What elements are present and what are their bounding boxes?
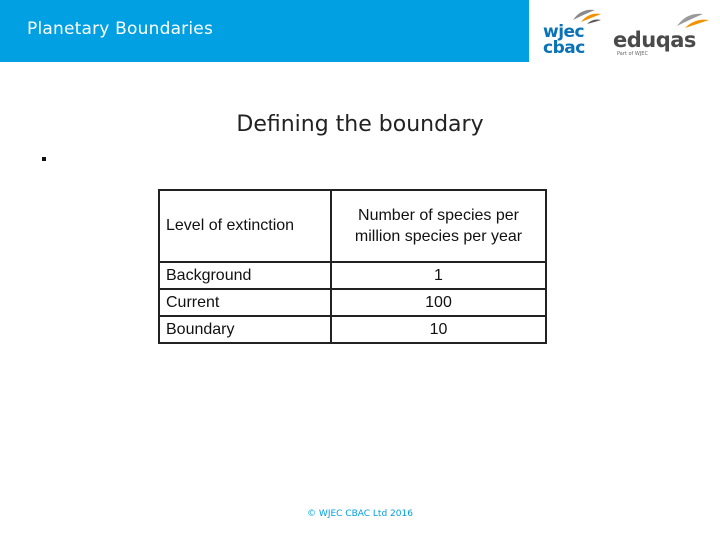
table-row (159, 262, 546, 289)
footer-copyright: © WJEC CBAC Ltd 2016 (307, 509, 413, 519)
cell-value: 100 (331, 289, 546, 316)
column-header-level: Level of extinction (159, 190, 331, 262)
slide-title-text: Defining the boundary (236, 112, 484, 137)
header-title: Planetary Boundaries (27, 19, 214, 39)
column-header-rate: Number of species per million species per year (331, 190, 546, 262)
wjec-text: wjec (543, 22, 585, 42)
eduqas-logo (613, 6, 713, 58)
extinction-rate-table (158, 189, 547, 344)
cell-value: 10 (331, 316, 546, 343)
cell-level: Background (159, 262, 331, 289)
cell-level: Current (159, 289, 331, 316)
cbac-text: cbac (543, 38, 585, 58)
logo-area (529, 0, 720, 62)
wjec-cbac-logo (543, 6, 603, 58)
bullet-marker (42, 157, 46, 161)
eduqas-text: eduqas (613, 28, 696, 52)
table-row (159, 289, 546, 316)
cell-level: Boundary (159, 316, 331, 343)
header-bar (0, 0, 529, 62)
slide-title (0, 112, 720, 137)
cell-value: 1 (331, 262, 546, 289)
table-row (159, 316, 546, 343)
table-header-row (159, 190, 546, 262)
eduqas-subtext: Part of WJEC (617, 51, 648, 57)
